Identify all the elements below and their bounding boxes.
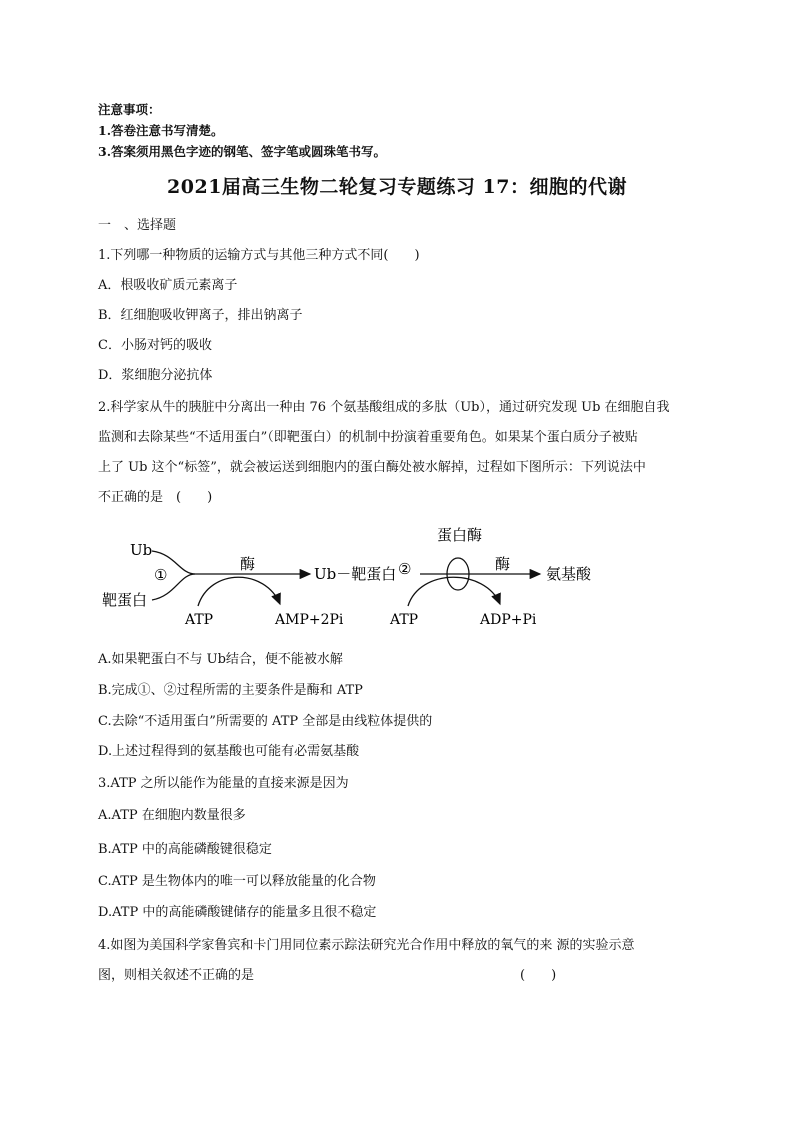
q3-option-c: C.ATP 是生物体内的唯一可以释放能量的化合物	[98, 874, 376, 889]
q4-stem-line-2: 图，则相关叙述不正确的是	[98, 968, 255, 983]
q2-stem-line-4: 不正确的是 ( )	[98, 490, 213, 505]
q1-option-d: D．浆细胞分泌抗体	[98, 368, 213, 383]
ub-pathway-diagram	[90, 518, 630, 636]
amp-label: AMP+2Pi	[275, 612, 344, 628]
section-heading: 一 、选择题	[98, 218, 177, 233]
q2-stem-line-3: 上了 Ub 这个“标签”，就会被运送到细胞内的蛋白酶处被水解掉，过程如下图所示：下列说法中	[98, 460, 646, 475]
atp-1-consumption-curve	[198, 577, 280, 606]
q1-stem: 1.下列哪一种物质的运输方式与其他三种方式不同( )	[98, 248, 420, 263]
q1-option-b: B．红细胞吸收钾离子，排出钠离子	[98, 308, 303, 323]
enzyme-1-label: 酶	[240, 555, 256, 573]
q2-stem-line-2: 监测和去除某些“不适用蛋白”（即靶蛋白）的机制中扮演着重要角色。如果某个蛋白质分子被贴	[98, 430, 638, 445]
q1-option-c: C．小肠对钙的吸收	[98, 338, 212, 353]
q3-option-b: B.ATP 中的高能磷酸键很稳定	[98, 842, 272, 857]
atp-2-label: ATP	[390, 612, 419, 628]
q4-stem-line-1: 4.如图为美国科学家鲁宾和卡门用同位素示踪法研究光合作用中释放的氧气的来 源的实验示意	[98, 938, 635, 953]
enzyme-2-label: 酶	[495, 555, 511, 573]
q3-stem: 3.ATP 之所以能作为能量的直接来源是因为	[98, 776, 349, 791]
q3-option-a: A.ATP 在细胞内数量很多	[98, 808, 246, 823]
ub-target-complex-label: Ub－靶蛋白	[314, 565, 397, 583]
adp-label: ADP+Pi	[480, 612, 537, 628]
step-2-label: ②	[398, 560, 412, 578]
q2-stem-line-1: 2.科学家从牛的胰脏中分离出一种由 76 个氨基酸组成的多肽（Ub），通过研究发现 Ub 在细胞自我	[98, 400, 670, 415]
atp-1-label: ATP	[185, 612, 214, 628]
q1-option-a: A．根吸收矿质元素离子	[98, 278, 238, 293]
q4-answer-blank: ( )	[520, 968, 557, 983]
page-title: 2021届高三生物二轮复习专题练习 17：细胞的代谢	[167, 176, 627, 198]
ub-label: Ub	[130, 541, 153, 559]
notice-item-2: 3.答案须用黑色字迹的钢笔、签字笔或圆珠笔书写。	[98, 144, 387, 159]
step-1-label: ①	[154, 566, 168, 584]
q2-option-b: B.完成①、②过程所需的主要条件是酶和 ATP	[98, 683, 363, 698]
q2-option-d: D.上述过程得到的氨基酸也可能有必需氨基酸	[98, 744, 360, 759]
notice-heading: 注意事项：	[98, 102, 161, 117]
q3-option-d: D.ATP 中的高能磷酸键储存的能量多且很不稳定	[98, 905, 377, 920]
notice-item-1: 1.答卷注意书写清楚。	[98, 123, 224, 138]
protease-label: 蛋白酶	[437, 526, 483, 544]
atp-2-consumption-curve	[408, 577, 500, 606]
q2-option-a: A.如果靶蛋白不与 Ub结合，便不能被水解	[98, 652, 343, 667]
q2-option-c: C.去除“不适用蛋白”所需要的 ATP 全部是由线粒体提供的	[98, 714, 433, 729]
target-protein-label: 靶蛋白	[102, 591, 148, 609]
amino-acid-label: 氨基酸	[546, 565, 592, 583]
